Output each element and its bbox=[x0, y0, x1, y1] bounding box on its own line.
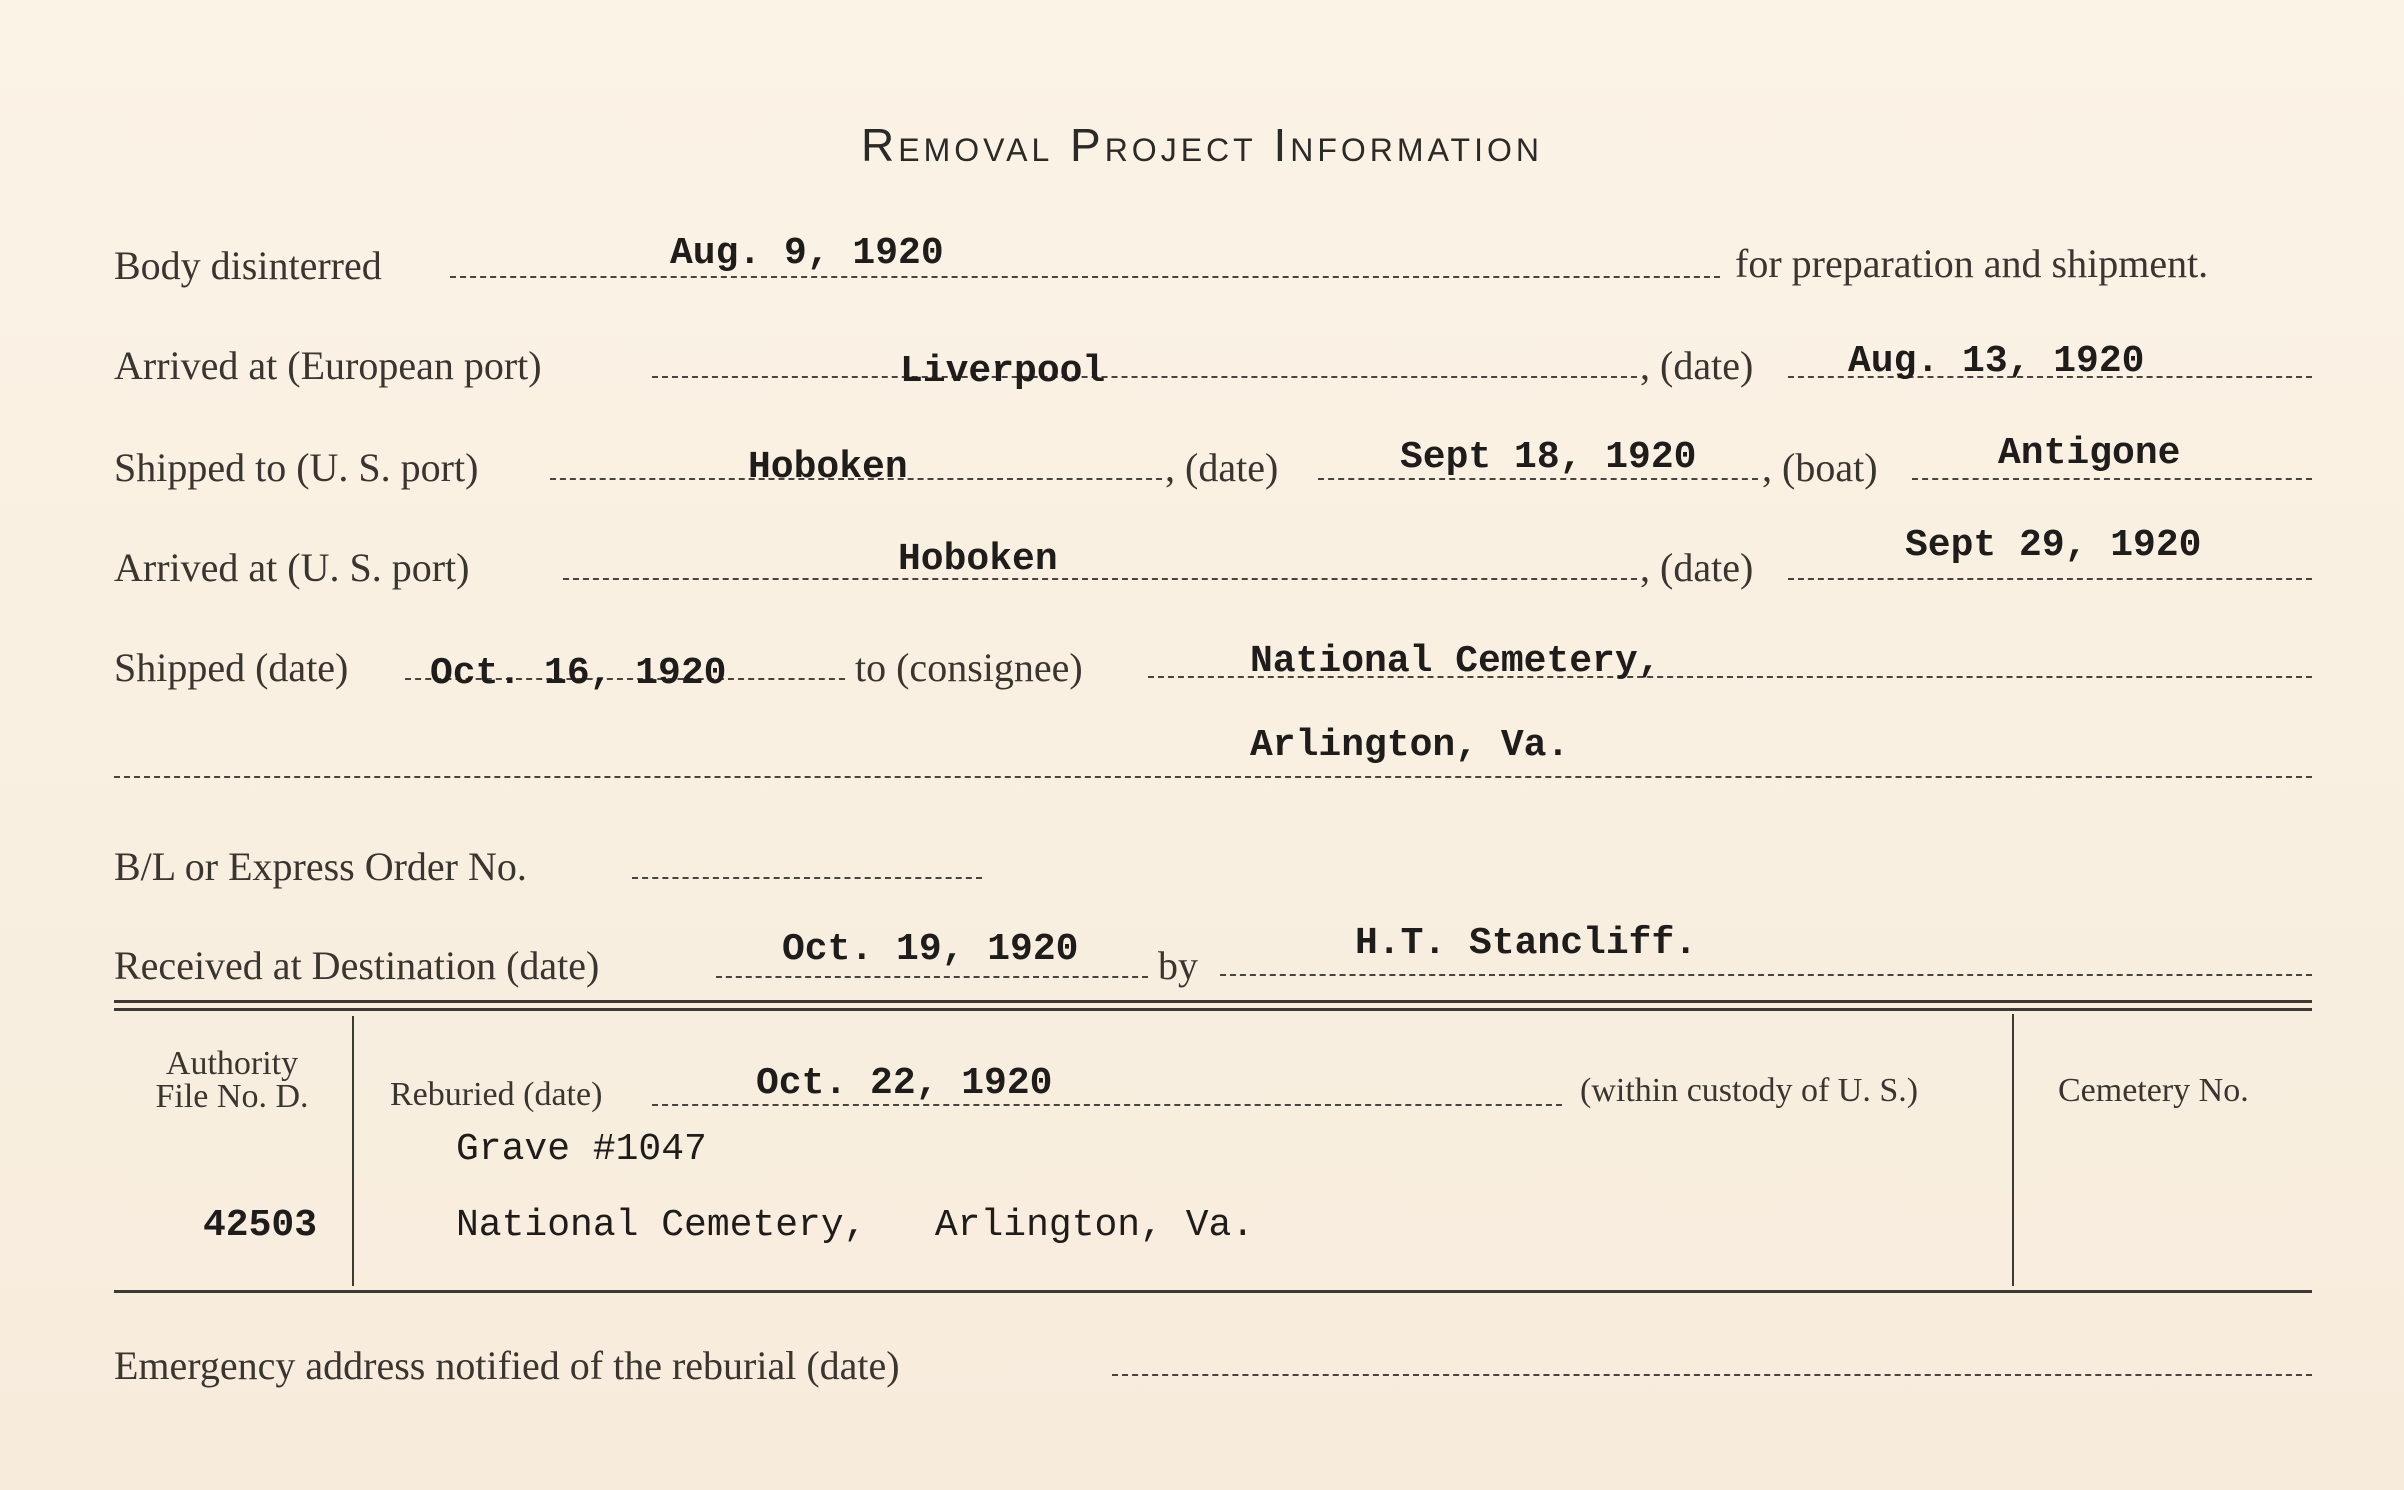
shipped-us-port: Hoboken bbox=[748, 446, 908, 489]
box-top-rule-2 bbox=[114, 1008, 2312, 1011]
arrived-european-date: Aug. 13, 1920 bbox=[1848, 340, 2145, 383]
authority-file-no: 42503 bbox=[203, 1204, 318, 1247]
authority-label-2: File No. D. bbox=[155, 1078, 309, 1115]
authority-label-1: Authority bbox=[165, 1045, 299, 1082]
shipped-label: Shipped (date) bbox=[114, 645, 349, 690]
bl-order-line bbox=[632, 877, 982, 879]
emergency-line bbox=[1112, 1374, 2312, 1376]
consignee-line1: National Cemetery, bbox=[1250, 640, 1661, 683]
shipped-us-date-label: , (date) bbox=[1165, 445, 1279, 490]
box-top-rule-1 bbox=[114, 1000, 2312, 1003]
box-divider-left bbox=[352, 1016, 354, 1286]
received-by-line bbox=[1220, 974, 2312, 976]
reburied-label: Reburied (date) bbox=[390, 1076, 603, 1113]
received-date: Oct. 19, 1920 bbox=[782, 928, 1079, 971]
arrived-european-line bbox=[652, 376, 1637, 378]
bl-order-label: B/L or Express Order No. bbox=[114, 844, 527, 889]
grave-number: Grave #1047 bbox=[456, 1128, 707, 1171]
arrived-european-date-label: , (date) bbox=[1640, 343, 1754, 388]
emergency-label: Emergency address notified of the reburial (date) bbox=[114, 1343, 900, 1388]
disinterred-suffix: for preparation and shipment. bbox=[1735, 241, 2209, 286]
arrived-european-label: Arrived at (European port) bbox=[114, 343, 542, 388]
shipped-us-date: Sept 18, 1920 bbox=[1400, 436, 1697, 479]
shipped-us-label: Shipped to (U. S. port) bbox=[114, 445, 479, 490]
shipped-date: Oct. 16, 1920 bbox=[430, 652, 727, 695]
disinterred-line bbox=[450, 276, 1720, 278]
received-label: Received at Destination (date) bbox=[114, 943, 600, 988]
arrived-us-label: Arrived at (U. S. port) bbox=[114, 545, 470, 590]
received-by: H.T. Stancliff. bbox=[1355, 922, 1698, 965]
consignee-second-line bbox=[114, 776, 2312, 778]
reburied-date: Oct. 22, 1920 bbox=[756, 1062, 1053, 1105]
arrived-european-port: Liverpool bbox=[900, 350, 1106, 393]
shipped-us-boat-label: , (boat) bbox=[1762, 445, 1878, 490]
received-date-line bbox=[716, 976, 1148, 978]
card-title: Removal Project Information bbox=[861, 119, 1543, 171]
consignee-label: to (consignee) bbox=[855, 645, 1083, 690]
cemetery-no-label: Cemetery No. bbox=[2058, 1072, 2249, 1109]
arrived-us-line bbox=[563, 578, 1637, 580]
custody-note: (within custody of U. S.) bbox=[1580, 1072, 1919, 1109]
arrived-us-date-line bbox=[1788, 578, 2312, 580]
consignee-line2: Arlington, Va. bbox=[1250, 724, 1570, 767]
disinterred-label: Body disinterred bbox=[114, 243, 382, 288]
box-divider-right bbox=[2012, 1014, 2014, 1286]
arrived-us-date-label: , (date) bbox=[1640, 545, 1754, 590]
shipped-us-boat-line bbox=[1912, 478, 2312, 480]
burial-location: National Cemetery, Arlington, Va. bbox=[456, 1204, 1255, 1247]
arrived-us-date: Sept 29, 1920 bbox=[1905, 524, 2202, 567]
received-by-label: by bbox=[1158, 943, 1198, 988]
arrived-us-port: Hoboken bbox=[898, 538, 1058, 581]
disinterred-date: Aug. 9, 1920 bbox=[670, 232, 944, 275]
box-bottom-rule bbox=[114, 1290, 2312, 1293]
shipped-us-boat: Antigone bbox=[1998, 432, 2181, 475]
